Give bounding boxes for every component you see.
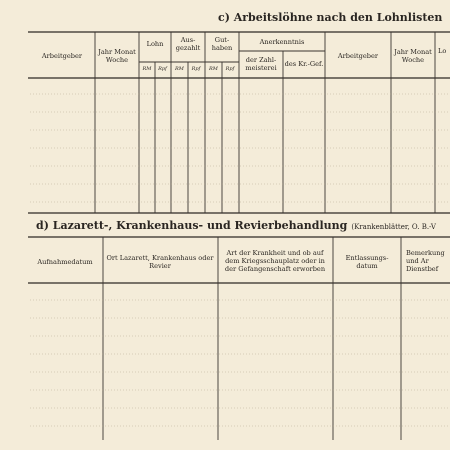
- unit-ausgezahlt-rm: RM: [175, 66, 184, 72]
- header-ausgezahlt: Aus- gezahlt: [175, 36, 201, 52]
- header-lohn: Lohn: [146, 40, 164, 48]
- unit-lohn-rm: RM: [142, 66, 152, 72]
- header-arbeitgeber: Arbeitgeber: [41, 52, 83, 60]
- header-aufnahmedatum: Aufnahmedatum: [37, 258, 93, 266]
- header-guthaben: Gut- haben: [211, 36, 233, 52]
- unit-guthaben-rpf: Rpf: [225, 66, 235, 72]
- header-ort: Ort Lazarett, Krankenhaus oder Revier: [106, 254, 214, 270]
- unit-ausgezahlt-rpf: Rpf: [191, 66, 201, 72]
- unit-lohn-rpf: Rpf: [158, 66, 167, 72]
- header-des-kr-gef: des Kr.-Gef.: [284, 60, 324, 68]
- header-der-zahlmeisterei: der Zahl- meisterei: [245, 56, 277, 72]
- header-art-der-krankheit: Art der Krankheit und ob auf dem Kriegsschauplatz oder in der Gefangenschaft erworben: [224, 249, 326, 273]
- header-anerkenntnis: Anerkenntnis: [259, 38, 305, 46]
- header-jahr-monat-woche: Jahr Monat Woche: [98, 48, 136, 64]
- header-jahr-monat-woche-2: Jahr Monat Woche: [394, 48, 432, 64]
- header-lohn-2-partial: Lo: [438, 47, 447, 55]
- header-entlassungsdatum: Entlassungs- datum: [345, 254, 389, 270]
- section-d-note: (Krankenblätter, O. B.-V: [351, 223, 436, 231]
- section-d-title-text: d) Lazarett-, Krankenhaus- und Revierbehandlung: [36, 219, 348, 232]
- section-d-title: [36, 219, 436, 232]
- header-bemerkungen-partial: Bemerkung und Ar Dienstbef: [406, 249, 445, 273]
- header-arbeitgeber-2: Arbeitgeber: [337, 52, 379, 60]
- unit-guthaben-rm: RM: [209, 66, 218, 72]
- section-c-title: c) Arbeitslöhne nach den Lohnlisten: [218, 11, 443, 24]
